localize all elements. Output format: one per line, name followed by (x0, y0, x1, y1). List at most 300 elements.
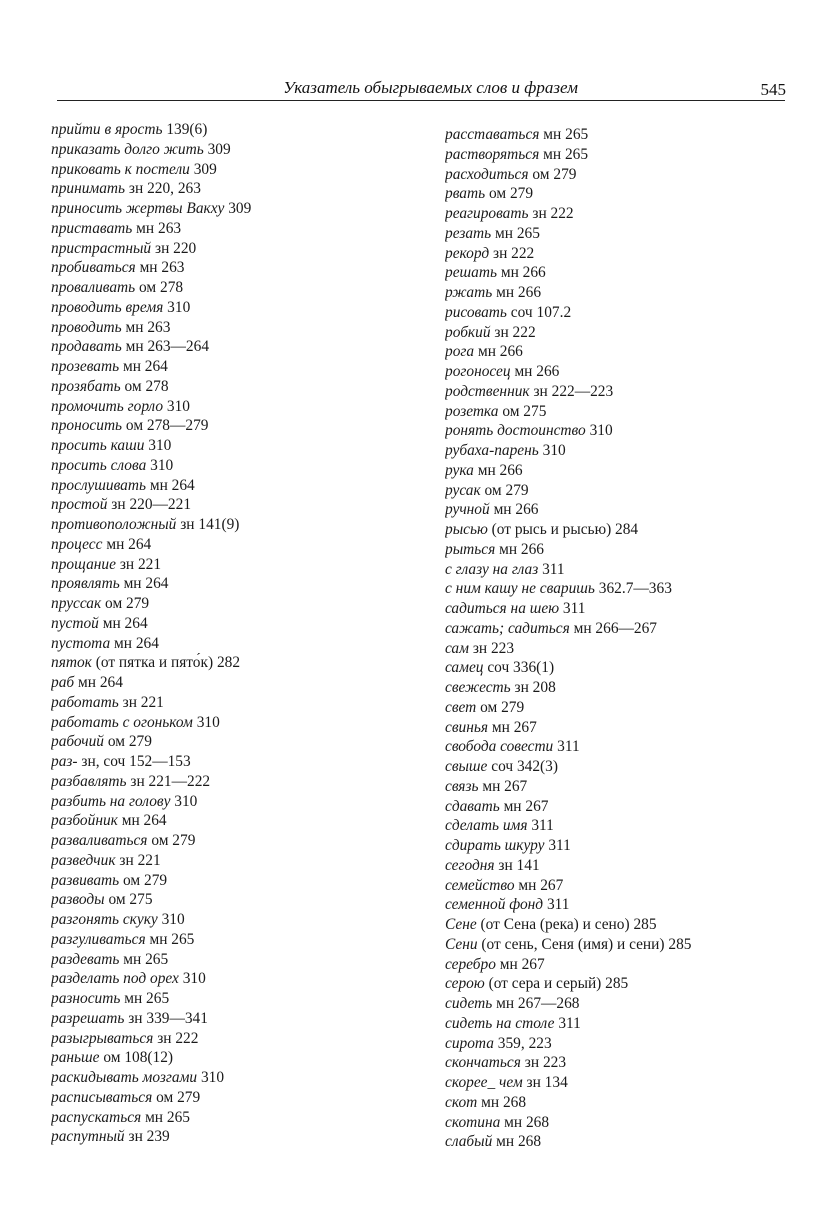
index-entry (445, 718, 815, 738)
entry-term: рысью (445, 521, 488, 538)
entry-term: рубаха-парень (445, 442, 539, 459)
index-entry (51, 1127, 421, 1147)
entry-reference: соч 336(1) (487, 659, 555, 677)
header-rule (57, 100, 785, 101)
index-entry (445, 1073, 815, 1093)
entry-term: приказать долго жить (51, 140, 204, 158)
entry-term: разделать под орех (51, 970, 179, 988)
entry-reference: (от пятка и пято́к) 282 (95, 654, 241, 672)
entry-reference: мн 263 (136, 219, 182, 237)
entry-reference: мн 265 (543, 145, 589, 163)
entry-reference: ом 279 (480, 698, 525, 716)
entry-reference: мн 263 (125, 318, 171, 336)
index-entry (51, 772, 421, 792)
entry-reference: мн 266 (514, 363, 560, 380)
entry-term: раз- (51, 753, 78, 770)
index-entry (51, 219, 421, 239)
entry-term: садиться на шею (445, 600, 560, 617)
entry-reference: 139(6) (166, 121, 208, 138)
entry-reference: мн 263 (139, 259, 185, 277)
index-entry (445, 737, 815, 757)
entry-reference: мн 266 (499, 540, 545, 558)
index-entry (445, 323, 815, 343)
entry-reference: зн 220 (154, 239, 197, 257)
entry-term: разрешать (51, 1009, 125, 1027)
entry-reference: зн 222 (494, 323, 536, 341)
entry-term: приковать к постели (51, 160, 190, 178)
index-entry (51, 199, 421, 219)
entry-term: розетка (445, 402, 499, 420)
entry-term: противоположный (51, 516, 177, 533)
index-entry (51, 318, 421, 338)
index-entry (445, 639, 815, 659)
index-entry (51, 515, 421, 535)
entry-reference: ом 279 (123, 871, 168, 889)
entry-term: с ним кашу не сваришь (445, 580, 595, 598)
entry-reference: зн 339—341 (128, 1009, 208, 1027)
index-entry (51, 179, 421, 199)
index-entry (445, 678, 815, 698)
entry-reference: соч 342(3) (491, 758, 558, 775)
index-entry (51, 1068, 421, 1088)
index-entry (445, 935, 815, 955)
entry-term: ронять достоинство (445, 422, 586, 440)
entry-term: свыше (445, 758, 488, 775)
entry-reference: зн 222—223 (533, 382, 614, 400)
entry-reference: 311 (546, 896, 570, 914)
entry-reference: (от сень, Сеня (имя) и сени) 285 (481, 935, 692, 953)
entry-term: сдирать шкуру (445, 837, 545, 854)
entry-term: просить слова (51, 456, 147, 474)
entry-reference: мн 264 (78, 674, 123, 691)
index-entry (445, 974, 815, 994)
index-entry (445, 1014, 815, 1034)
entry-reference: мн 266 (496, 284, 542, 301)
index-entry (51, 673, 421, 693)
index-entry (445, 441, 815, 461)
entry-reference: зн 221 (119, 555, 162, 573)
entry-term: разгонять скуку (51, 911, 158, 928)
index-entry (445, 500, 815, 520)
entry-term: разбавлять (51, 772, 127, 790)
running-head (60, 74, 786, 98)
running-title: Указатель обыгрываемых слов и фразем (283, 78, 578, 97)
entry-term: расписываться (51, 1088, 153, 1106)
entry-reference: мн 264 (121, 812, 167, 830)
index-entry (51, 535, 421, 555)
entry-term: разводы (51, 891, 105, 909)
entry-reference: 310 (589, 422, 613, 440)
entry-term: расходиться (445, 165, 529, 183)
entry-term: разведчик (51, 851, 116, 869)
index-entry (51, 436, 421, 456)
index-entry (445, 1132, 815, 1152)
index-entry (445, 955, 815, 975)
entry-reference: мн 265 (495, 224, 540, 242)
entry-term: ржать (445, 284, 493, 301)
entry-reference: 310 (542, 442, 566, 459)
entry-reference: ом 279 (107, 733, 152, 751)
entry-reference: мн 266 (477, 343, 523, 361)
entry-reference: 310 (196, 713, 220, 731)
index-entry (51, 969, 421, 989)
index-entry (51, 357, 421, 377)
entry-reference: 359, 223 (497, 1034, 552, 1052)
index-entry (51, 1048, 421, 1068)
entry-term: процесс (51, 535, 103, 553)
index-entry (51, 890, 421, 910)
entry-reference: зн 222 (157, 1029, 199, 1047)
entry-term: разносить (51, 990, 121, 1007)
index-entry (445, 145, 815, 165)
index-entry (51, 160, 421, 180)
entry-reference: 310 (148, 437, 172, 454)
entry-term: проводить время (51, 298, 164, 316)
entry-reference: мн 264 (149, 476, 195, 494)
index-entry (445, 856, 815, 876)
entry-term: развивать (51, 871, 120, 889)
index-entry (445, 619, 815, 639)
entry-reference: мн 266—267 (573, 619, 657, 637)
index-entry (51, 792, 421, 812)
entry-term: сдавать (445, 797, 500, 815)
index-entry (51, 732, 421, 752)
entry-term: реагировать (445, 205, 529, 222)
index-entry (445, 461, 815, 481)
index-entry (51, 1029, 421, 1049)
index-entry (445, 599, 815, 619)
entry-reference: зн 222 (492, 244, 535, 262)
index-entry (445, 1093, 815, 1113)
entry-reference: (от рысь и рысью) 284 (491, 521, 639, 538)
entry-term: серою (445, 975, 485, 993)
entry-reference: зн 141 (498, 856, 540, 874)
entry-reference: 311 (557, 738, 580, 756)
entry-reference: 309 (228, 200, 252, 217)
entry-term: пробиваться (51, 259, 136, 277)
entry-term: сирота (445, 1034, 494, 1052)
entry-reference: 310 (174, 792, 198, 810)
entry-reference: зн 239 (128, 1128, 170, 1146)
entry-term: свобода совести (445, 738, 554, 756)
entry-term: раскидывать мозгами (51, 1069, 198, 1086)
index-entry (445, 224, 815, 244)
entry-reference: (от сера и серый) 285 (488, 975, 629, 993)
index-column-right (445, 125, 815, 1152)
entry-term: решать (445, 264, 497, 282)
entry-reference: ом 279 (488, 185, 534, 203)
entry-reference: мн 265 (543, 126, 589, 143)
index-entry (51, 713, 421, 733)
entry-reference: мн 265 (123, 950, 169, 968)
entry-term: рога (445, 343, 475, 361)
entry-reference: зн 220—221 (111, 496, 192, 514)
entry-reference: мн 268 (481, 1093, 527, 1111)
entry-term: ручной (445, 501, 490, 519)
entry-reference: 310 (161, 911, 185, 928)
entry-term: рабочий (51, 733, 104, 751)
index-entry (445, 757, 815, 777)
entry-term: с глазу на глаз (445, 560, 539, 578)
index-entry (445, 342, 815, 362)
index-entry (51, 337, 421, 357)
entry-reference: мн 265 (149, 930, 195, 948)
entry-term: сам (445, 639, 469, 657)
index-entry (51, 476, 421, 496)
entry-term: приносить жертвы Вакху (51, 200, 225, 217)
entry-term: рекорд (445, 244, 490, 262)
index-entry (445, 283, 815, 303)
entry-term: свинья (445, 718, 489, 736)
entry-reference: соч 107.2 (510, 303, 572, 321)
index-entry (445, 303, 815, 323)
entry-reference: 309 (207, 140, 231, 158)
entry-reference: зн 221 (122, 693, 164, 711)
entry-term: связь (445, 777, 479, 795)
entry-term: распускаться (51, 1108, 142, 1126)
index-entry (445, 520, 815, 540)
entry-term: Сени (445, 935, 478, 953)
entry-term: сделать имя (445, 817, 528, 835)
index-entry (51, 930, 421, 950)
entry-term: просить каши (51, 437, 145, 454)
entry-reference: ом 275 (108, 891, 153, 909)
index-column-left (51, 120, 421, 1147)
entry-term: распутный (51, 1128, 125, 1146)
entry-reference: мн 268 (504, 1113, 550, 1131)
entry-term: простой (51, 496, 108, 514)
index-entry (445, 481, 815, 501)
entry-reference: мн 267 (503, 797, 549, 815)
entry-reference: 310 (182, 970, 206, 988)
entry-term: пустой (51, 614, 99, 632)
entry-term: родственник (445, 382, 530, 400)
entry-reference: зн 223 (524, 1054, 567, 1072)
entry-reference: мн 267 (482, 777, 528, 795)
entry-term: прийти в ярость (51, 121, 163, 138)
index-entry (51, 910, 421, 930)
entry-term: рогоносец (445, 363, 511, 380)
entry-term: прощание (51, 555, 116, 573)
entry-reference: 311 (542, 560, 565, 578)
entry-term: русак (445, 481, 481, 499)
index-entry (445, 1034, 815, 1054)
entry-term: проводить (51, 318, 122, 336)
index-entry (51, 298, 421, 318)
index-entry (51, 456, 421, 476)
entry-reference: мн 267 (518, 876, 564, 894)
entry-term: рука (445, 461, 474, 479)
entry-reference: ом 279 (105, 595, 150, 612)
entry-term: сажать; садиться (445, 619, 570, 637)
index-entry (445, 540, 815, 560)
index-entry (445, 421, 815, 441)
entry-reference: мн 268 (496, 1133, 542, 1151)
entry-term: сидеть на столе (445, 1014, 555, 1032)
entry-term: свежесть (445, 679, 511, 696)
entry-reference: зн, соч 152—153 (81, 753, 191, 770)
index-entry (445, 382, 815, 402)
entry-term: разбить на голову (51, 792, 171, 810)
entry-term: прослушивать (51, 476, 146, 494)
index-entry (445, 204, 815, 224)
entry-reference: зн 221 (119, 851, 161, 869)
index-entry (51, 1009, 421, 1029)
entry-term: разбойник (51, 812, 118, 830)
entry-reference: ом 278 (124, 377, 169, 395)
entry-term: семенной фонд (445, 896, 544, 914)
index-entry (445, 125, 815, 145)
entry-term: семейство (445, 876, 515, 894)
entry-reference: зн 223 (472, 639, 515, 657)
index-entry (51, 653, 421, 673)
entry-reference: мн 266 (493, 501, 539, 519)
index-entry (445, 816, 815, 836)
entry-reference: зн 134 (526, 1074, 568, 1091)
entry-reference: мн 264 (114, 634, 159, 652)
entry-term: скотина (445, 1113, 501, 1131)
entry-reference: 310 (200, 1069, 225, 1086)
entry-term: прозябать (51, 377, 121, 395)
entry-reference: ом 275 (502, 402, 547, 420)
index-entry (445, 836, 815, 856)
entry-reference: мн 267 (499, 955, 545, 973)
index-entry (445, 362, 815, 382)
entry-term: сидеть (445, 995, 493, 1012)
entry-reference: ом 279 (532, 165, 577, 183)
entry-reference: ом 108(12) (103, 1049, 174, 1067)
entry-reference: 310 (166, 397, 190, 415)
index-entry (51, 397, 421, 417)
entry-reference: 311 (562, 600, 586, 617)
entry-term: проваливать (51, 279, 136, 296)
index-entry (51, 555, 421, 575)
entry-term: растворяться (445, 145, 540, 163)
index-entry (51, 989, 421, 1009)
entry-term: принимать (51, 180, 126, 198)
entry-term: продавать (51, 338, 122, 356)
entry-reference: мн 263—264 (125, 338, 210, 356)
entry-term: приставать (51, 219, 133, 237)
entry-reference: мн 267—268 (496, 995, 580, 1012)
index-entry (445, 402, 815, 422)
index-entry (51, 831, 421, 851)
entry-term: раньше (51, 1049, 100, 1067)
entry-reference: 362.7—363 (598, 580, 672, 598)
index-entry (445, 165, 815, 185)
entry-reference: 310 (150, 456, 174, 474)
entry-term: проносить (51, 417, 123, 435)
entry-term: самец (445, 659, 484, 677)
entry-reference: мн 264 (102, 614, 148, 632)
entry-term: пустота (51, 634, 111, 652)
entry-reference: 311 (558, 1014, 581, 1032)
entry-term: рыться (445, 540, 496, 558)
entry-reference: мн 265 (145, 1108, 190, 1126)
entry-term: скорее_ чем (445, 1074, 523, 1091)
entry-term: резать (445, 224, 492, 242)
index-entry (51, 1108, 421, 1128)
index-entry (445, 1053, 815, 1073)
index-entry (445, 184, 815, 204)
index-entry (51, 377, 421, 397)
index-entry (51, 594, 421, 614)
entry-reference: 311 (548, 837, 571, 854)
index-entry (445, 698, 815, 718)
index-entry (51, 258, 421, 278)
entry-reference: мн 264 (106, 535, 152, 553)
entry-term: Сене (445, 916, 477, 933)
index-entry (445, 994, 815, 1014)
entry-term: проявлять (51, 575, 120, 593)
entry-term: расставаться (445, 126, 540, 143)
index-entry (51, 634, 421, 654)
index-entry (51, 495, 421, 515)
index-entry (51, 950, 421, 970)
entry-term: прозевать (51, 358, 120, 375)
index-entry (51, 574, 421, 594)
entry-reference: ом 279 (151, 832, 196, 849)
entry-term: промочить горло (51, 397, 164, 415)
index-entry (445, 658, 815, 678)
index-entry (51, 871, 421, 891)
entry-reference: мн 264 (123, 575, 169, 593)
entry-term: пруссак (51, 595, 102, 612)
page-number: 545 (760, 80, 786, 99)
index-entry (51, 811, 421, 831)
entry-reference: зн 222 (532, 205, 574, 222)
index-entry (51, 851, 421, 871)
entry-term: раздевать (51, 950, 120, 968)
entry-reference: зн 141(9) (180, 516, 240, 533)
entry-term: рвать (445, 185, 486, 203)
index-entry (445, 777, 815, 797)
index-entry (445, 263, 815, 283)
entry-term: пристрастный (51, 239, 152, 257)
entry-term: раб (51, 674, 75, 691)
entry-term: скончаться (445, 1054, 521, 1072)
entry-term: разыгрываться (51, 1029, 154, 1047)
entry-reference: мн 266 (477, 461, 523, 479)
index-entry (51, 239, 421, 259)
entry-reference: (от Сена (река) и сено) 285 (480, 916, 657, 933)
index-entry (445, 895, 815, 915)
entry-reference: мн 265 (124, 990, 170, 1007)
entry-reference: 310 (167, 298, 191, 316)
index-entry (445, 797, 815, 817)
entry-reference: ом 278 (139, 279, 184, 296)
index-entry (51, 278, 421, 298)
entry-term: работать с огоньком (51, 713, 193, 731)
entry-term: разваливаться (51, 832, 148, 849)
index-entry (51, 140, 421, 160)
entry-term: скот (445, 1093, 478, 1111)
entry-term: слабый (445, 1133, 493, 1151)
entry-reference: мн 264 (122, 358, 168, 375)
entry-reference: зн 221—222 (130, 772, 211, 790)
entry-reference: мн 266 (500, 264, 546, 282)
entry-term: пяток (51, 654, 92, 672)
entry-reference: зн 208 (514, 679, 556, 696)
index-entry (445, 1113, 815, 1133)
entry-term: разгуливаться (51, 930, 146, 948)
entry-reference: ом 278—279 (125, 417, 209, 435)
index-entry (51, 416, 421, 436)
entry-term: свет (445, 698, 477, 716)
entry-reference: мн 267 (491, 718, 537, 736)
entry-term: рисовать (445, 303, 507, 321)
entry-reference: 309 (193, 160, 217, 178)
